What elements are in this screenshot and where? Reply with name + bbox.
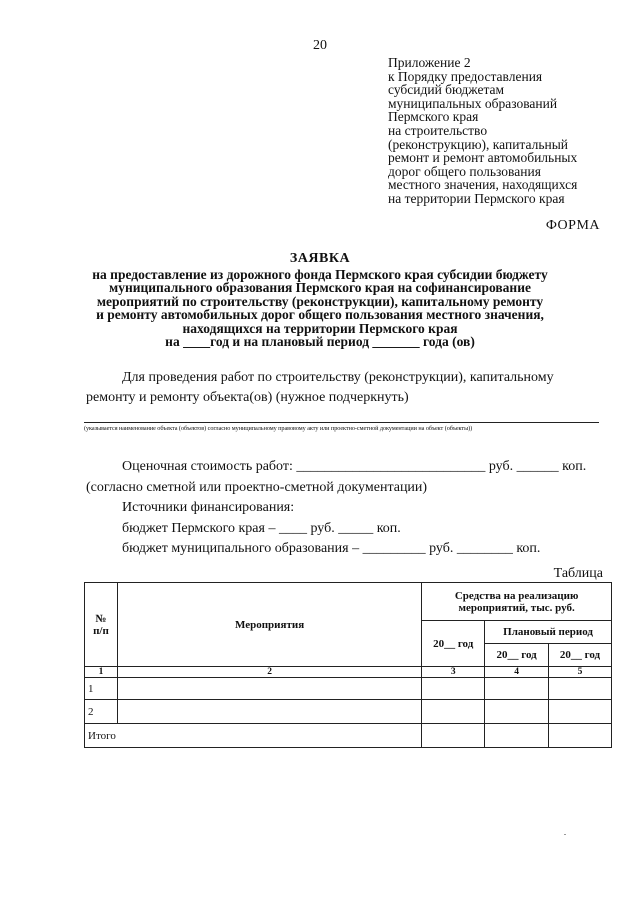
- form-label: ФОРМА: [545, 218, 600, 233]
- subtitle-line: находящихся на территории Пермского края: [182, 320, 458, 336]
- appendix-line: дорог общего пользования: [388, 163, 541, 179]
- row-measure[interactable]: [117, 678, 421, 700]
- subtitle-line: на ____год и на плановый период _______ года (ов): [165, 334, 475, 350]
- appendix-line: Пермского края: [388, 109, 479, 125]
- header-number: № п/п: [85, 583, 118, 667]
- funding-table: [84, 582, 612, 748]
- header-funds: Средства на реализацию мероприятий, тыс. руб.: [422, 583, 612, 621]
- appendix-line: ремонт и ремонт автомобильных: [388, 150, 578, 166]
- column-number: 5: [549, 667, 612, 678]
- paragraph-line: ремонту и ремонту объекта(ов) (нужное подчеркнуть): [86, 390, 409, 405]
- appendix-line: Приложение 2: [388, 55, 471, 70]
- row-measure[interactable]: [117, 700, 421, 724]
- column-number: 2: [117, 667, 421, 678]
- cost-line: бюджет Пермского края – ____ руб. _____ коп.: [122, 520, 401, 536]
- document-subtitle: [60, 268, 580, 348]
- header-year: 20__ год: [422, 621, 485, 667]
- row-value-plan-2[interactable]: [549, 678, 612, 700]
- total-value-year[interactable]: [422, 724, 485, 748]
- row-number: 2: [85, 700, 118, 724]
- header-plan-year-2: 20__ год: [549, 644, 612, 667]
- scan-artifact: [564, 834, 566, 835]
- appendix-line: на строительство: [388, 122, 488, 138]
- appendix-line: субсидий бюджетам: [388, 82, 505, 98]
- cost-line: (согласно сметной или проектно-сметной документации): [86, 479, 428, 495]
- appendix-block: [388, 56, 628, 206]
- cost-block: [86, 457, 586, 560]
- appendix-line: на территории Пермского края: [388, 190, 565, 206]
- table-label: Таблица: [553, 566, 603, 581]
- row-value-plan-1[interactable]: [485, 700, 549, 724]
- table-row: [85, 678, 612, 700]
- cost-line: Оценочная стоимость работ: ___________________________ руб. ______ коп.: [122, 459, 587, 474]
- appendix-line: местного значения, находящихся: [388, 177, 578, 193]
- appendix-line: к Порядку предоставления: [388, 68, 543, 84]
- row-value-plan-2[interactable]: [549, 700, 612, 724]
- cost-line: Источники финансирования:: [122, 500, 295, 515]
- total-label: Итого: [85, 724, 422, 748]
- subtitle-line: и ремонту автомобильных дорог общего пользования местного значения,: [96, 307, 544, 323]
- appendix-line: муниципальных образований: [388, 95, 558, 111]
- row-value-year[interactable]: [422, 700, 485, 724]
- header-plan-year-1: 20__ год: [485, 644, 549, 667]
- column-number: 3: [422, 667, 485, 678]
- subtitle-line: мероприятий по строительству (реконструкции), капитальному ремонту: [96, 293, 544, 309]
- column-number: 1: [85, 667, 118, 678]
- row-value-year[interactable]: [422, 678, 485, 700]
- subtitle-line: муниципального образования Пермского края на софинансирование: [109, 280, 531, 296]
- work-paragraph: [86, 368, 616, 408]
- cost-line: бюджет муниципального образования – _________ руб. ________ коп.: [122, 541, 541, 556]
- row-value-plan-1[interactable]: [485, 678, 549, 700]
- underline-note: (указывается наименование объекта (объектов) согласно муниципальному правовому акту или проектно-сметной документации на объект (объекты)): [84, 425, 473, 432]
- subtitle-line: на предоставление из дорожного фонда Пермского края субсидии бюджету: [92, 267, 548, 282]
- page-number: 20: [313, 38, 327, 53]
- header-measures: Мероприятия: [117, 583, 421, 667]
- paragraph-line: Для проведения работ по строительству (реконструкции), капитальному: [122, 370, 554, 385]
- total-value-plan-1[interactable]: [485, 724, 549, 748]
- total-value-plan-2[interactable]: [549, 724, 612, 748]
- column-number: 4: [485, 667, 549, 678]
- total-row: [85, 724, 612, 748]
- document-title: ЗАЯВКА: [289, 251, 351, 266]
- object-name-underline[interactable]: [84, 422, 599, 423]
- header-planned-period: Плановый период: [485, 621, 612, 644]
- appendix-line: (реконструкцию), капитальный: [388, 136, 569, 152]
- table-row: [85, 700, 612, 724]
- row-number: 1: [85, 678, 118, 700]
